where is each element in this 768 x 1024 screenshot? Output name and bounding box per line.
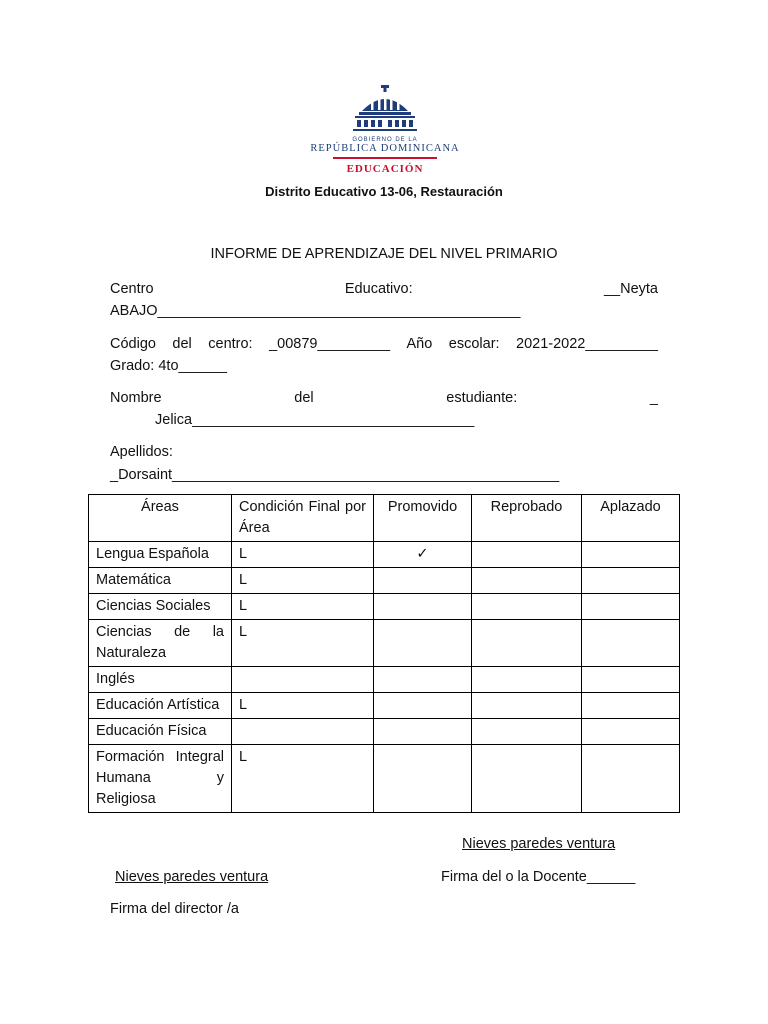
table-row — [89, 620, 680, 667]
grado-line: Grado: 4to______ — [110, 358, 227, 374]
table-row — [89, 693, 680, 719]
district-heading: Distrito Educativo 13-06, Restauración — [265, 184, 503, 199]
aplazado-cell — [582, 620, 680, 667]
header-promovido: Promovido — [374, 495, 472, 542]
condicion-cell — [232, 667, 374, 693]
docente-signature-label: Firma del o la Docente______ — [441, 869, 636, 885]
area-cell: Inglés — [89, 667, 232, 693]
dome-emblem-icon — [349, 85, 421, 135]
area-cell: Formación Integral Humana y Religiosa — [89, 745, 232, 813]
anio-value: 2021-2022_________ — [516, 336, 658, 352]
condicion-cell: L — [232, 594, 374, 620]
apellidos-value: _Dorsaint________________________________________________ — [110, 467, 560, 483]
reprobado-cell — [472, 719, 582, 745]
checkmark-icon: ✓ — [416, 546, 429, 562]
table-row — [89, 745, 680, 813]
nombre-word-1: Nombre — [110, 390, 162, 406]
area-cell: Ciencias Sociales — [89, 594, 232, 620]
codigo-word-3: centro: — [208, 336, 253, 352]
aplazado-cell — [582, 542, 680, 568]
condicion-cell: L — [232, 542, 374, 568]
reprobado-cell — [472, 667, 582, 693]
aplazado-cell — [582, 745, 680, 813]
nombre-word-3: estudiante: — [446, 390, 518, 406]
promovido-cell — [374, 542, 472, 568]
promovido-cell — [374, 693, 472, 719]
aplazado-cell — [582, 719, 680, 745]
codigo-word-2: del — [172, 336, 192, 352]
nombre-row — [110, 387, 658, 409]
codigo-row — [110, 333, 658, 355]
area-cell: Educación Artística — [89, 693, 232, 719]
area-cell: Lengua Española — [89, 542, 232, 568]
apellidos-label: Apellidos: — [110, 444, 173, 460]
reprobado-cell — [472, 745, 582, 813]
aplazado-cell — [582, 594, 680, 620]
centro-word-1: Centro — [110, 281, 154, 297]
table-row — [89, 542, 680, 568]
logo-gobierno-text: GOBIERNO DE LA — [352, 137, 418, 143]
nombre-value: Jelica___________________________________ — [155, 412, 475, 428]
condicion-cell: L — [232, 693, 374, 719]
table-row — [89, 719, 680, 745]
promovido-cell — [374, 620, 472, 667]
promovido-cell — [374, 745, 472, 813]
reprobado-cell — [472, 693, 582, 719]
header-condicion: Condición Final por Área — [232, 495, 374, 542]
logo-republica-text: REPÚBLICA DOMINICANA — [310, 143, 460, 154]
reprobado-cell — [472, 542, 582, 568]
promovido-cell — [374, 667, 472, 693]
header-areas: Áreas — [89, 495, 232, 542]
nombre-word-2: del — [294, 390, 314, 406]
condicion-cell: L — [232, 568, 374, 594]
codigo-word-1: Código — [110, 336, 156, 352]
condicion-cell: L — [232, 620, 374, 667]
aplazado-cell — [582, 693, 680, 719]
condicion-cell — [232, 719, 374, 745]
table-row — [89, 667, 680, 693]
header-reprobado: Reprobado — [472, 495, 582, 542]
anio-word-1: Año — [406, 336, 433, 352]
area-cell: Matemática — [89, 568, 232, 594]
reprobado-cell — [472, 568, 582, 594]
logo-educacion-text: EDUCACIÓN — [346, 163, 424, 175]
table-header-row — [89, 495, 680, 542]
aplazado-cell — [582, 568, 680, 594]
docente-name: Nieves paredes ventura — [462, 836, 616, 852]
promovido-cell — [374, 719, 472, 745]
director-signature-label: Firma del director /a — [110, 901, 239, 917]
promovido-cell — [374, 594, 472, 620]
centro-value: __Neyta — [603, 281, 658, 297]
centro-continuation: ABAJO_____________________________________________ — [110, 303, 521, 319]
ministry-logo — [300, 85, 470, 175]
nombre-word-4: _ — [649, 390, 658, 406]
reprobado-cell — [472, 620, 582, 667]
header-aplazado: Aplazado — [582, 495, 680, 542]
aplazado-cell — [582, 667, 680, 693]
area-cell: Ciencias de la Naturaleza — [89, 620, 232, 667]
director-name: Nieves paredes ventura — [115, 869, 269, 885]
table-row — [89, 568, 680, 594]
centro-row — [110, 278, 658, 300]
codigo-value: _00879_________ — [269, 336, 391, 352]
area-cell: Educación Física — [89, 719, 232, 745]
logo-divider — [333, 157, 437, 159]
report-title: INFORME DE APRENDIZAJE DEL NIVEL PRIMARIO — [210, 246, 558, 262]
grades-table — [88, 494, 680, 813]
reprobado-cell — [472, 594, 582, 620]
anio-word-2: escolar: — [448, 336, 500, 352]
centro-word-2: Educativo: — [344, 281, 413, 297]
promovido-cell — [374, 568, 472, 594]
table-row — [89, 594, 680, 620]
condicion-cell: L — [232, 745, 374, 813]
